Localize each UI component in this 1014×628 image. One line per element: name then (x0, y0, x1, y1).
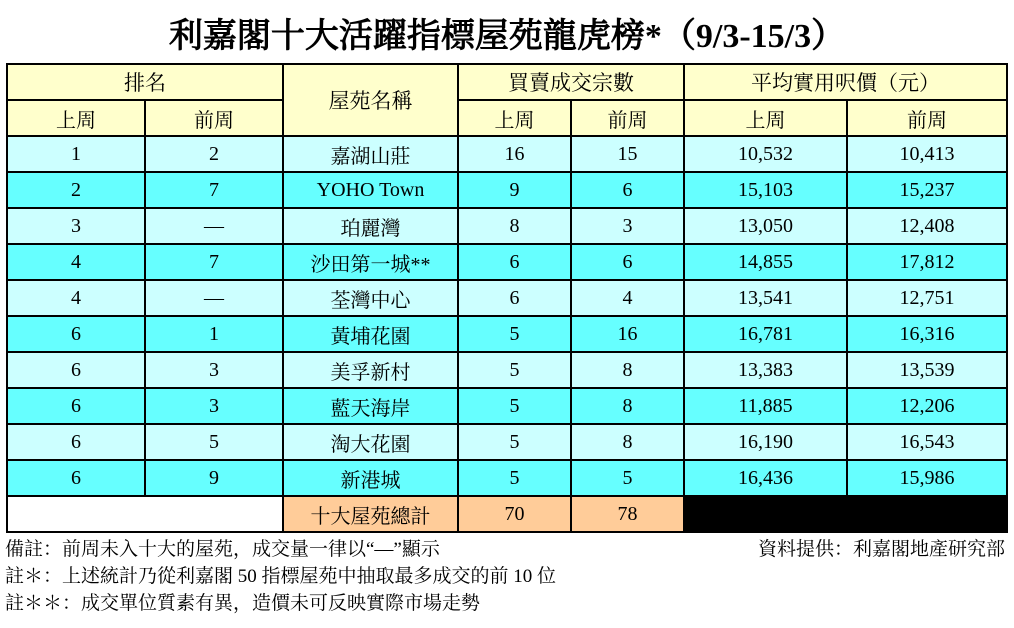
cell-rank-last: 2 (7, 172, 145, 208)
column-header-rank: 排名 (7, 64, 283, 100)
total-deals-prev: 78 (571, 496, 684, 532)
cell-estate-name: 美孚新村 (283, 352, 458, 388)
cell-rank-last: 6 (7, 424, 145, 460)
cell-price-last: 16,190 (684, 424, 847, 460)
ranking-table (6, 63, 1008, 533)
cell-rank-prev: 3 (145, 352, 283, 388)
cell-rank-last: 6 (7, 352, 145, 388)
cell-deals-last: 9 (458, 172, 571, 208)
cell-rank-last: 3 (7, 208, 145, 244)
table-row (7, 352, 1007, 388)
table-row (7, 208, 1007, 244)
column-subheader-deals-last-week: 上周 (458, 100, 571, 136)
cell-price-last: 11,885 (684, 388, 847, 424)
total-row-filler (684, 496, 1007, 532)
table-body (7, 136, 1007, 532)
cell-price-last: 16,436 (684, 460, 847, 496)
table-header-row-sub (7, 100, 1007, 136)
table-header (7, 64, 1007, 136)
cell-price-last: 13,383 (684, 352, 847, 388)
cell-price-last: 16,781 (684, 316, 847, 352)
cell-rank-prev: — (145, 208, 283, 244)
total-row-spacer (7, 496, 283, 532)
cell-deals-prev: 6 (571, 244, 684, 280)
table-row (7, 244, 1007, 280)
column-subheader-deals-prev-week: 前周 (571, 100, 684, 136)
cell-deals-prev: 8 (571, 388, 684, 424)
cell-deals-prev: 16 (571, 316, 684, 352)
cell-deals-prev: 15 (571, 136, 684, 172)
footnote-row-1 (5, 537, 1009, 564)
cell-rank-last: 1 (7, 136, 145, 172)
cell-rank-prev: 7 (145, 172, 283, 208)
cell-deals-prev: 5 (571, 460, 684, 496)
cell-price-last: 13,050 (684, 208, 847, 244)
cell-estate-name: 新港城 (283, 460, 458, 496)
cell-price-prev: 17,812 (847, 244, 1007, 280)
table-row (7, 460, 1007, 496)
cell-estate-name: 淘大花園 (283, 424, 458, 460)
cell-rank-prev: 1 (145, 316, 283, 352)
page-title: 利嘉閣十大活躍指標屋苑龍虎榜*（9/3-15/3） (168, 18, 846, 55)
cell-price-last: 15,103 (684, 172, 847, 208)
column-header-price: 平均實用呎價（元） (684, 64, 1007, 100)
cell-rank-last: 4 (7, 244, 145, 280)
column-subheader-rank-prev-week: 前周 (145, 100, 283, 136)
cell-deals-prev: 8 (571, 424, 684, 460)
cell-price-prev: 12,408 (847, 208, 1007, 244)
cell-rank-last: 6 (7, 316, 145, 352)
cell-price-last: 14,855 (684, 244, 847, 280)
cell-deals-prev: 3 (571, 208, 684, 244)
cell-price-prev: 12,206 (847, 388, 1007, 424)
footnote-double-star: 註＊＊：成交單位質素有異，造價未可反映實際市場走勢 (5, 592, 481, 614)
column-subheader-rank-last-week: 上周 (7, 100, 145, 136)
table-row (7, 136, 1007, 172)
cell-price-prev: 15,237 (847, 172, 1007, 208)
cell-price-prev: 15,986 (847, 460, 1007, 496)
cell-estate-name: 嘉湖山莊 (283, 136, 458, 172)
cell-price-prev: 12,751 (847, 280, 1007, 316)
cell-rank-last: 6 (7, 460, 145, 496)
cell-rank-prev: — (145, 280, 283, 316)
cell-rank-prev: 3 (145, 388, 283, 424)
cell-estate-name: YOHO Town (283, 172, 458, 208)
cell-estate-name: 荃灣中心 (283, 280, 458, 316)
cell-price-last: 10,532 (684, 136, 847, 172)
total-label: 十大屋苑總計 (283, 496, 458, 532)
table-total-row (7, 496, 1007, 532)
cell-rank-prev: 2 (145, 136, 283, 172)
table-header-row-group (7, 64, 1007, 100)
cell-rank-prev: 5 (145, 424, 283, 460)
cell-rank-last: 6 (7, 388, 145, 424)
cell-rank-last: 4 (7, 280, 145, 316)
cell-rank-prev: 7 (145, 244, 283, 280)
cell-deals-prev: 4 (571, 280, 684, 316)
cell-deals-last: 6 (458, 280, 571, 316)
footnote-remark: 備註：前周未入十大的屋苑，成交量一律以“—”顯示 (5, 539, 440, 560)
table-row (7, 316, 1007, 352)
cell-price-last: 13,541 (684, 280, 847, 316)
total-deals-last: 70 (458, 496, 571, 532)
cell-deals-last: 5 (458, 460, 571, 496)
footnotes (5, 537, 1009, 618)
cell-deals-last: 5 (458, 388, 571, 424)
cell-estate-name: 藍天海岸 (283, 388, 458, 424)
cell-price-prev: 10,413 (847, 136, 1007, 172)
table-row (7, 388, 1007, 424)
cell-deals-last: 8 (458, 208, 571, 244)
cell-deals-last: 6 (458, 244, 571, 280)
cell-deals-prev: 8 (571, 352, 684, 388)
cell-rank-prev: 9 (145, 460, 283, 496)
cell-estate-name: 沙田第一城** (283, 244, 458, 280)
cell-price-prev: 13,539 (847, 352, 1007, 388)
cell-price-prev: 16,543 (847, 424, 1007, 460)
column-header-estate: 屋苑名稱 (283, 64, 458, 136)
cell-deals-last: 5 (458, 424, 571, 460)
cell-deals-last: 5 (458, 352, 571, 388)
table-row (7, 280, 1007, 316)
column-header-deals: 買賣成交宗數 (458, 64, 684, 100)
cell-estate-name: 珀麗灣 (283, 208, 458, 244)
table-row (7, 172, 1007, 208)
footnote-source: 資料提供：利嘉閣地產研究部 (757, 539, 1005, 560)
cell-price-prev: 16,316 (847, 316, 1007, 352)
column-subheader-price-prev-week: 前周 (847, 100, 1007, 136)
column-subheader-price-last-week: 上周 (684, 100, 847, 136)
cell-deals-last: 5 (458, 316, 571, 352)
cell-deals-prev: 6 (571, 172, 684, 208)
cell-estate-name: 黃埔花園 (283, 316, 458, 352)
table-row (7, 424, 1007, 460)
cell-deals-last: 16 (458, 136, 571, 172)
footnote-star: 註＊：上述統計乃從利嘉閣 50 指標屋苑中抽取最多成交的前 10 位 (5, 565, 557, 587)
